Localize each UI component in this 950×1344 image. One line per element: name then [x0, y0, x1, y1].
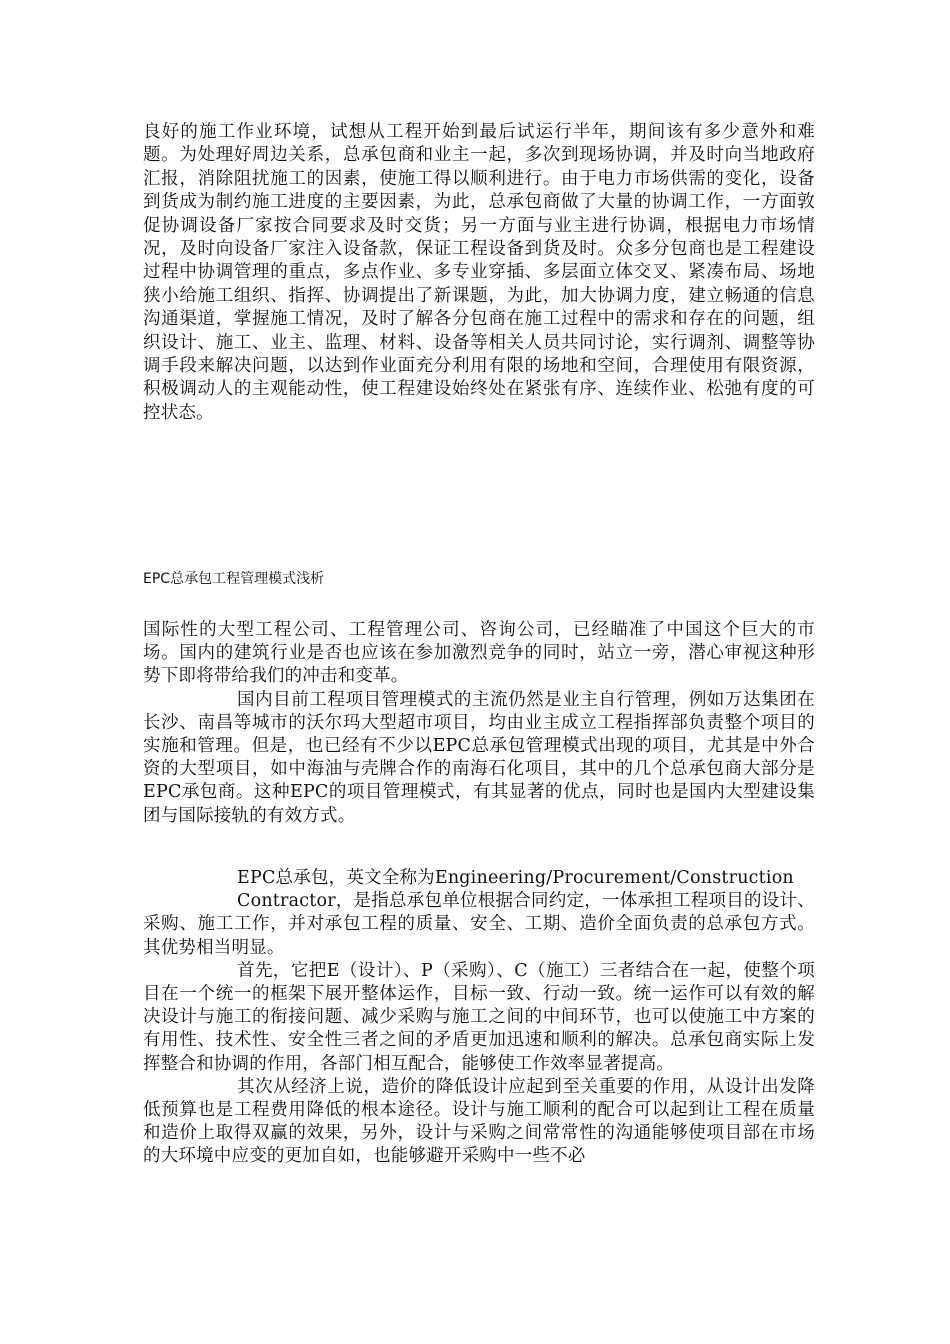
body-paragraph: 良好的施工作业环境，试想从工程开始到最后试运行半年，期间该有多少意外和难题。为处理好周边关系，总承包商和业主一起，多次到现场协调，并及时向当地政府汇报，消除阻扰施工的因素，使施工得以顺利进行。由于电力市场供需的变化，设备到货成为制约施工进度的主要因素，为此，总承包商做了大量的协调工作，一方面敦促协调设备厂家按合同要求及时交货；另一方面与业主进行协调，根据电力市场情况，及时向设备厂家注入设备款，保证工程设备到货及时。众多分包商也是工程建设过程中协调管理的重点，多点作业、多专业穿插、多层面立体交叉、紧凑布局、场地狭小给施工组织、指挥、协调提出了新课题，为此，加大协调力度，建立畅通的信息沟通渠道，掌握施工情况，及时了解各分包商在施工过程中的需求和存在的问题，组织设计、施工、业主、监理、材料、设备等相关人员共同讨论，实行调剂、调整等协调手段来解决问题，以达到作业面充分利用有限的场地和空间，合理使用有限资源，积极调动人的主观能动性，使工程建设始终处在紧张有序、连续作业、松弛有度的可控状态。 [143, 122, 815, 423]
second-point-paragraph: 其次从经济上说，造价的降低设计应起到至关重要的作用，从设计出发降低预算也是工程费用降低的根本途径。设计与施工顺利的配合可以起到让工程在质量和造价上取得双赢的效果，另外，设计与采购之间常常性的沟通能够使项目部在市场的大环境中应变的更加自如，也能够避开采购中一些不必 [143, 1076, 815, 1167]
continued-paragraph-block [143, 121, 815, 425]
article-body-part-2 [143, 867, 815, 1169]
status-paragraph: 国内目前工程项目管理模式的主流仍然是业主自行管理，例如万达集团在长沙、南昌等城市的沃尔玛大型超市项目，均由业主成立工程指挥部负责整个项目的实施和管理。但是，也已经有不少以EPC总承包管理模式出现的项目，尤其是中外合资的大型项目，如中海油与壳牌合作的南海石化项目，其中的几个总承包商大部分是EPC承包商。这种EPC的项目管理模式，有其显著的优点，同时也是国内大型建设集团与国际接轨的有效方式。 [143, 689, 815, 826]
article-body-part-1 [143, 619, 815, 828]
definition-paragraph-line1: EPC总承包，英文全称为Engineering/Procurement/Construction [237, 868, 794, 888]
article-title: EPC总承包工程管理模式浅析 [143, 571, 325, 587]
first-point-paragraph: 首先，它把E（设计）、P（采购）、C（施工）三者结合在一起，使整个项目在一个统一的框架下展开整体运作，目标一致、行动一致。统一运作可以有效的解决设计与施工的衔接问题、减少采购与施工之间的中间环节，也可以使施工中方案的有用性、技术性、安全性三者之间的矛盾更加迅速和顺利的解决。总承包商实际上发挥整合和协调的作用，各部门相互配合，能够使工作效率显著提高。 [143, 960, 815, 1074]
definition-paragraph-rest: Contractor，是指总承包单位根据合同约定，一体承担工程项目的设计、采购、施工工作，并对承包工程的质量、安全、工期、造价全面负责的总承包方式。其优势相当明显。 [143, 891, 815, 958]
intro-paragraph: 国际性的大型工程公司、工程管理公司、咨询公司，已经瞄准了中国这个巨大的市场。国内的建筑行业是否也应该在参加激烈竞争的同时，站立一旁，潜心审视这种形势下即将带给我们的冲击和变革。 [143, 620, 815, 687]
